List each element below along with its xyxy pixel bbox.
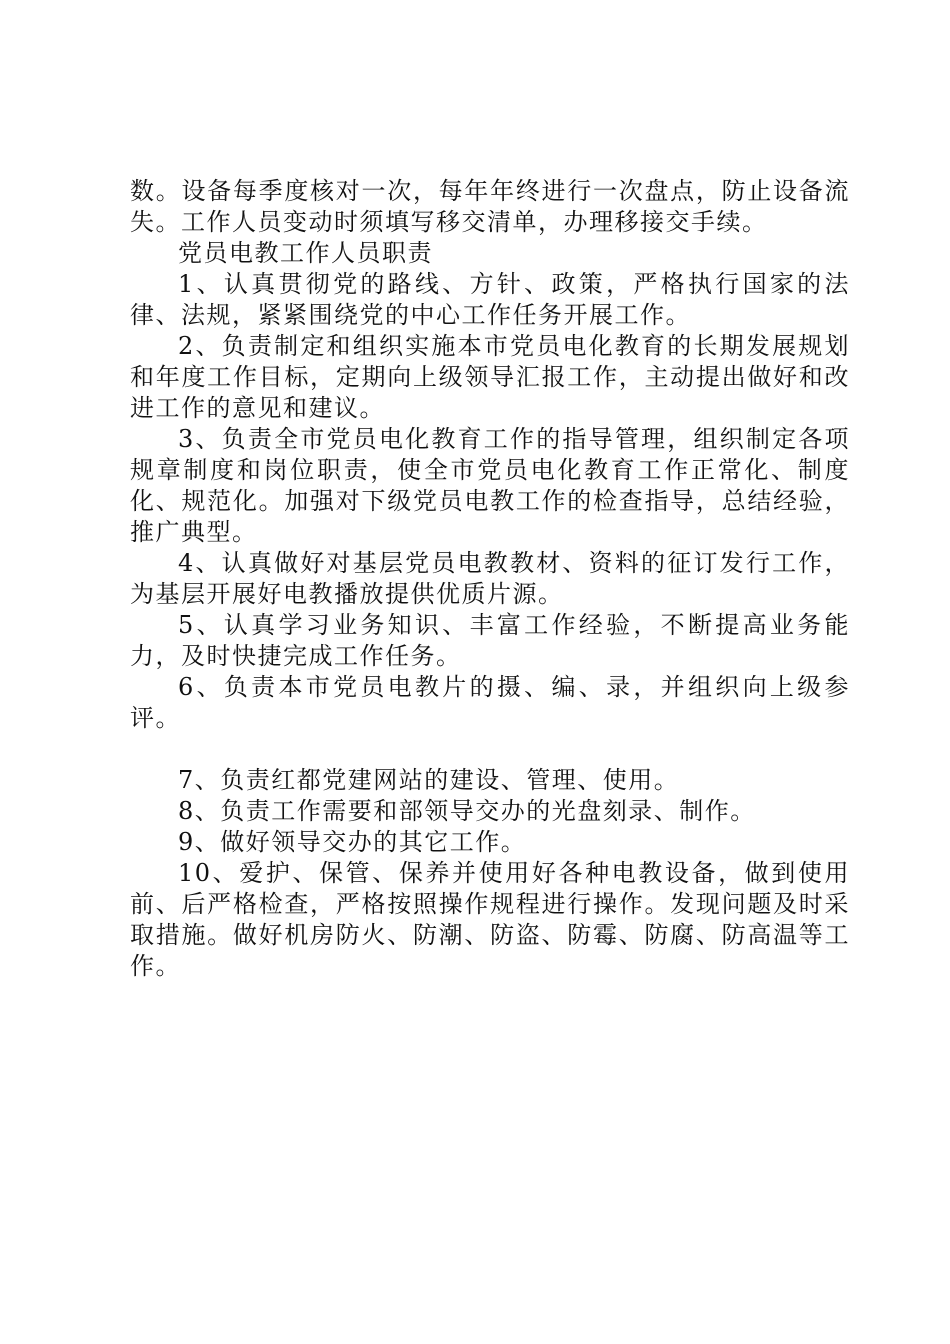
duty-item-8: 8、负责工作需要和部领导交办的光盘刻录、制作。 (178, 797, 756, 825)
document-page (130, 176, 850, 982)
duty-item-7: 7、负责红都党建网站的建设、管理、使用。 (178, 766, 680, 794)
duty-item-2: 2、负责制定和组织实施本市党员电化教育的长期发展规划和年度工作目标，定期向上级领导汇报工作，主动提出做好和改进工作的意见和建议。 (130, 332, 850, 422)
duty-item-5: 5、认真学习业务知识、丰富工作经验，不断提高业务能力，及时快捷完成工作任务。 (130, 611, 850, 670)
section-title: 党员电教工作人员职责 (178, 239, 433, 267)
duty-item-10: 10、爱护、保管、保养并使用好各种电教设备，做到使用前、后严格检查，严格按照操作规程进行操作。发现问题及时采取措施。做好机房防火、防潮、防盗、防霉、防腐、防高温等工作。 (130, 859, 850, 980)
duty-item-1: 1、认真贯彻党的路线、方针、政策，严格执行国家的法律、法规，紧紧围绕党的中心工作任务开展工作。 (130, 270, 850, 329)
duty-item-9: 9、做好领导交办的其它工作。 (178, 828, 527, 856)
duty-item-3: 3、负责全市党员电化教育工作的指导管理，组织制定各项规章制度和岗位职责，使全市党员电化教育工作正常化、制度化、规范化。加强对下级党员电教工作的检查指导，总结经验，推广典型。 (130, 425, 850, 546)
duty-item-6: 6、负责本市党员电教片的摄、编、录，并组织向上级参评。 (130, 673, 850, 732)
paragraph-gap (130, 734, 850, 765)
duty-item-4: 4、认真做好对基层党员电教教材、资料的征订发行工作，为基层开展好电教播放提供优质片源。 (130, 549, 850, 608)
continuation-paragraph: 数。设备每季度核对一次，每年年终进行一次盘点，防止设备流失。工作人员变动时须填写移交清单，办理移接交手续。 (130, 177, 850, 236)
